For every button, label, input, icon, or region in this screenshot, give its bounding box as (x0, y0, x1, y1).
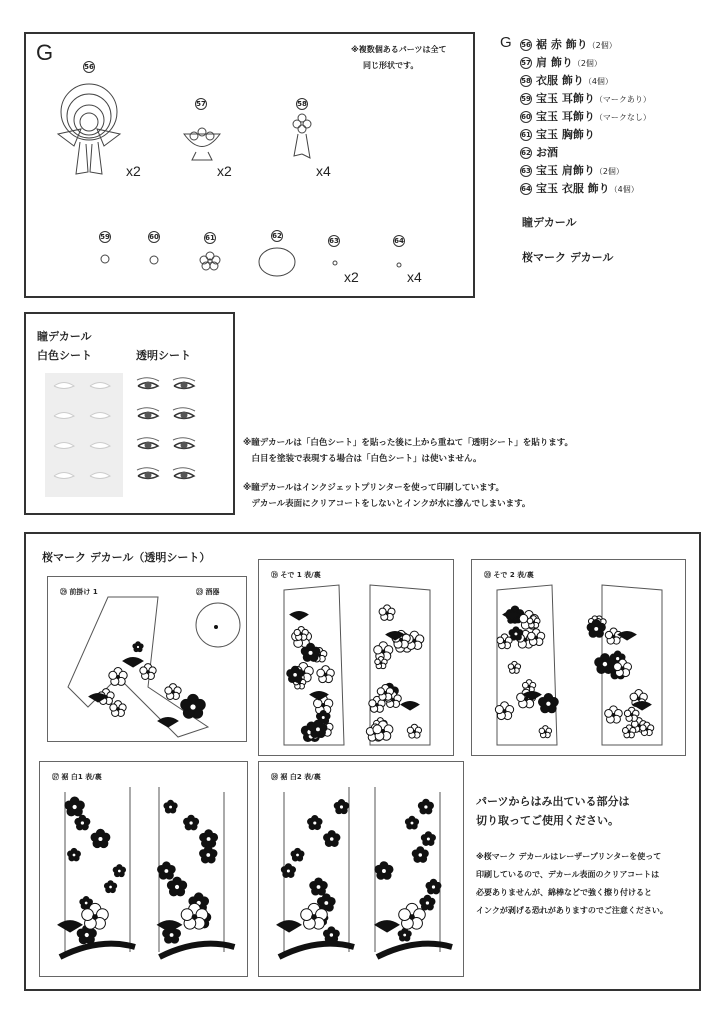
count-64: x4 (407, 269, 422, 285)
sakura-flower-icon (91, 829, 110, 847)
part-name: 裾 赤 飾り (536, 38, 588, 51)
count-63: x2 (344, 269, 359, 285)
part-note: （2個） (587, 41, 617, 50)
part-number-58: 58 (297, 100, 307, 108)
sakura-flower-icon (323, 927, 339, 942)
jewel-chest-61-icon (200, 252, 220, 270)
sakura-flower-icon (291, 848, 304, 861)
part-name: 宝玉 胸飾り (536, 128, 595, 141)
sakura-flower-icon (140, 664, 156, 680)
count-56: x2 (126, 163, 141, 179)
eye-decals (26, 314, 233, 513)
sakura-flower-icon (65, 797, 84, 816)
sakura-flower-icon (495, 702, 513, 720)
part-number-60: 60 (149, 233, 159, 241)
jewel-ear-60-icon (150, 256, 158, 264)
part-number-64: 64 (394, 237, 404, 245)
sakura-flower-icon (539, 726, 551, 738)
part-name: 宝玉 衣服 飾り (536, 182, 610, 195)
sakura-flower-icon (294, 626, 308, 640)
sakura-flower-icon (420, 895, 435, 910)
part-note: （2個） (572, 59, 602, 68)
panel-apron: ㉙ 前掛け 1 ㉓ 酒器 (47, 576, 247, 742)
part-number-57: 57 (196, 100, 206, 108)
part-number: 57 (521, 59, 531, 67)
part-name: 宝玉 肩飾り (536, 164, 595, 177)
cut-notice: パーツからはみ出ている部分は 切り取ってご使用ください。 (476, 795, 630, 827)
sakura-flower-icon (334, 800, 349, 814)
part-number: 64 (521, 185, 531, 193)
sakura-flower-icon (158, 862, 176, 879)
sakura-flower-icon (181, 694, 205, 718)
eye-icon (90, 413, 110, 419)
eye-icon (137, 378, 159, 389)
section-g-box (24, 32, 475, 298)
jewel-clothes-64-icon (397, 263, 401, 267)
parts-list-item (520, 72, 651, 90)
eye-icon (54, 443, 74, 449)
part-name: 宝玉 耳飾り (536, 110, 595, 123)
sakura-flower-icon (109, 668, 127, 686)
part-name: 肩 飾り (536, 56, 573, 69)
eye-icon (173, 378, 195, 389)
fan-pattern-icon (618, 631, 636, 640)
sakura-flower-icon (508, 661, 520, 673)
list-letter: G (500, 34, 512, 51)
fan-pattern-icon (375, 921, 399, 932)
sakura-flower-icon (398, 928, 411, 941)
eye-icon (90, 473, 110, 479)
eye-icon (137, 438, 159, 449)
sakura-flower-icon (200, 846, 217, 863)
sake-62-icon (259, 248, 295, 276)
parts-list-item (520, 180, 651, 198)
part-number: 62 (521, 149, 531, 157)
part-number-63: 63 (329, 237, 339, 245)
parts-list-item (520, 90, 651, 108)
sakura-flower-icon (375, 862, 393, 880)
section-letter: G (36, 40, 54, 65)
clear-sheet-label: 透明シート (136, 349, 191, 362)
apron-drawing (48, 577, 248, 743)
panel-hem-white-1: ㊲ 裾 白1 表/裏 (39, 761, 248, 977)
sakura-decal-box (24, 532, 701, 991)
count-58: x4 (316, 163, 331, 179)
part-number-56: 56 (84, 63, 94, 71)
sakura-flower-icon (308, 816, 322, 830)
sakura-flower-icon (605, 628, 622, 644)
eye-icon (137, 468, 159, 479)
sakura-flower-icon (167, 877, 186, 896)
sakura-flower-icon (426, 879, 441, 894)
parts-list-item (520, 54, 651, 72)
part-name: 宝玉 耳飾り (536, 92, 595, 105)
part-note: （4個） (609, 185, 639, 194)
hem-ornament-56-icon (58, 84, 120, 174)
sakura-flower-icon (68, 848, 81, 861)
fan-pattern-icon (277, 921, 301, 932)
sakura-flower-icon (528, 629, 545, 646)
hem-white-2-drawing (259, 762, 465, 978)
part-note: （4個） (583, 77, 613, 86)
sakura-flower-icon (133, 642, 143, 652)
sakura-flower-icon (421, 832, 435, 846)
part-note: （マークあり） (594, 95, 651, 104)
sakura-decal-notes: ※桜マーク デカールはレーザープリンターを使って 印刷しているので、デカール表面のクリアコートは 必要ありませんが、綿棒などで強く擦り付けると インクが剥げる恐れがありますのでご注意ください。 (476, 852, 668, 915)
eye-icon (90, 443, 110, 449)
count-57: x2 (217, 163, 232, 179)
parts-list-item (520, 144, 651, 162)
sakura-flower-icon (317, 666, 334, 683)
part-number: 56 (521, 41, 531, 49)
sleeve-2-drawing (472, 560, 687, 757)
parts-list-item (520, 126, 651, 144)
sakura-flower-icon (75, 815, 90, 830)
part-number: 60 (521, 113, 531, 121)
fan-pattern-icon (158, 718, 178, 728)
panel-hem-white-2: ㊳ 裾 白2 表/裏 (258, 761, 464, 977)
eye-icon (54, 383, 74, 389)
white-sheet-label: 白色シート (37, 349, 92, 362)
part-number: 59 (521, 95, 531, 103)
sakura-flower-icon (379, 605, 395, 621)
part-number-62: 62 (272, 232, 282, 240)
sakura-decal-label: 桜マーク デカール (522, 251, 614, 264)
parts-drawings (26, 34, 473, 296)
fan-pattern-icon (633, 701, 651, 710)
sakura-flower-icon (104, 881, 116, 893)
parts-list-item (520, 36, 651, 54)
eye-decal-notes: ※瞳デカールは「白色シート」を貼った後に上から重ねて「透明シート」を貼ります。 白目を塗装で表現する場合は「白色シート」は使いません。 ※瞳デカールはインクジェットプリンターを使って印刷しています。 デカール表面にクリアコートをしないとインクが水に滲んでしまいます。 (243, 438, 574, 509)
panel-sleeve-1: ⑲ そで 1 表/裏 (258, 559, 454, 756)
sakura-flower-icon (165, 684, 181, 700)
eye-icon (173, 438, 195, 449)
eye-icon (54, 473, 74, 479)
jewel-shoulder-63-icon (333, 261, 337, 265)
part-note: （2個） (594, 167, 624, 176)
eye-decal-title: 瞳デカール (37, 330, 92, 343)
part-number: 61 (521, 131, 531, 139)
hem-white-1-drawing (40, 762, 249, 978)
part-number-59: 59 (100, 233, 110, 241)
eye-icon (173, 468, 195, 479)
jewel-ear-59-icon (101, 255, 109, 263)
parts-list-item (520, 108, 651, 126)
eye-decal-box (24, 312, 235, 515)
eye-icon (90, 383, 110, 389)
sakura-flower-icon (310, 878, 327, 895)
sakura-flower-icon (281, 864, 295, 878)
sakura-flower-icon (324, 831, 340, 847)
panel-sleeve-2: ⑳ そで 2 表/裏 (471, 559, 686, 756)
sakura-flower-icon (405, 816, 418, 829)
clothes-ornament-58-icon (293, 114, 311, 158)
sakura-decal-title: 桜マーク デカール（透明シート） (42, 551, 211, 564)
part-number: 63 (521, 167, 531, 175)
sakura-flower-icon (184, 815, 199, 830)
sakura-flower-icon (407, 724, 421, 738)
eye-icon (173, 408, 195, 419)
eye-icon (137, 408, 159, 419)
sakura-flower-icon (412, 847, 428, 863)
sakura-flower-icon (200, 830, 218, 847)
fan-pattern-icon (290, 611, 308, 620)
part-name: 衣服 飾り (536, 74, 584, 87)
eye-decal-label: 瞳デカール (522, 216, 577, 229)
same-shape-note: ※複数個あるパーツは全て 同じ形状です。 (351, 45, 447, 70)
sakura-flower-icon (624, 707, 639, 721)
sakura-flower-icon (605, 706, 623, 723)
sakura-flower-icon (113, 865, 125, 877)
sakura-flower-icon (418, 799, 433, 814)
fan-pattern-icon (123, 658, 143, 668)
parts-list-item (520, 162, 651, 180)
sleeve-1-drawing (259, 560, 455, 757)
sakura-flower-icon (497, 634, 512, 649)
part-note: （マークなし） (594, 113, 651, 122)
part-number-61: 61 (205, 234, 215, 242)
fan-pattern-icon (401, 701, 419, 710)
sakura-flower-icon (164, 800, 177, 813)
part-number: 58 (521, 77, 531, 85)
shoulder-ornament-57-icon (184, 128, 220, 160)
part-name: お酒 (536, 146, 558, 159)
eye-icon (54, 413, 74, 419)
